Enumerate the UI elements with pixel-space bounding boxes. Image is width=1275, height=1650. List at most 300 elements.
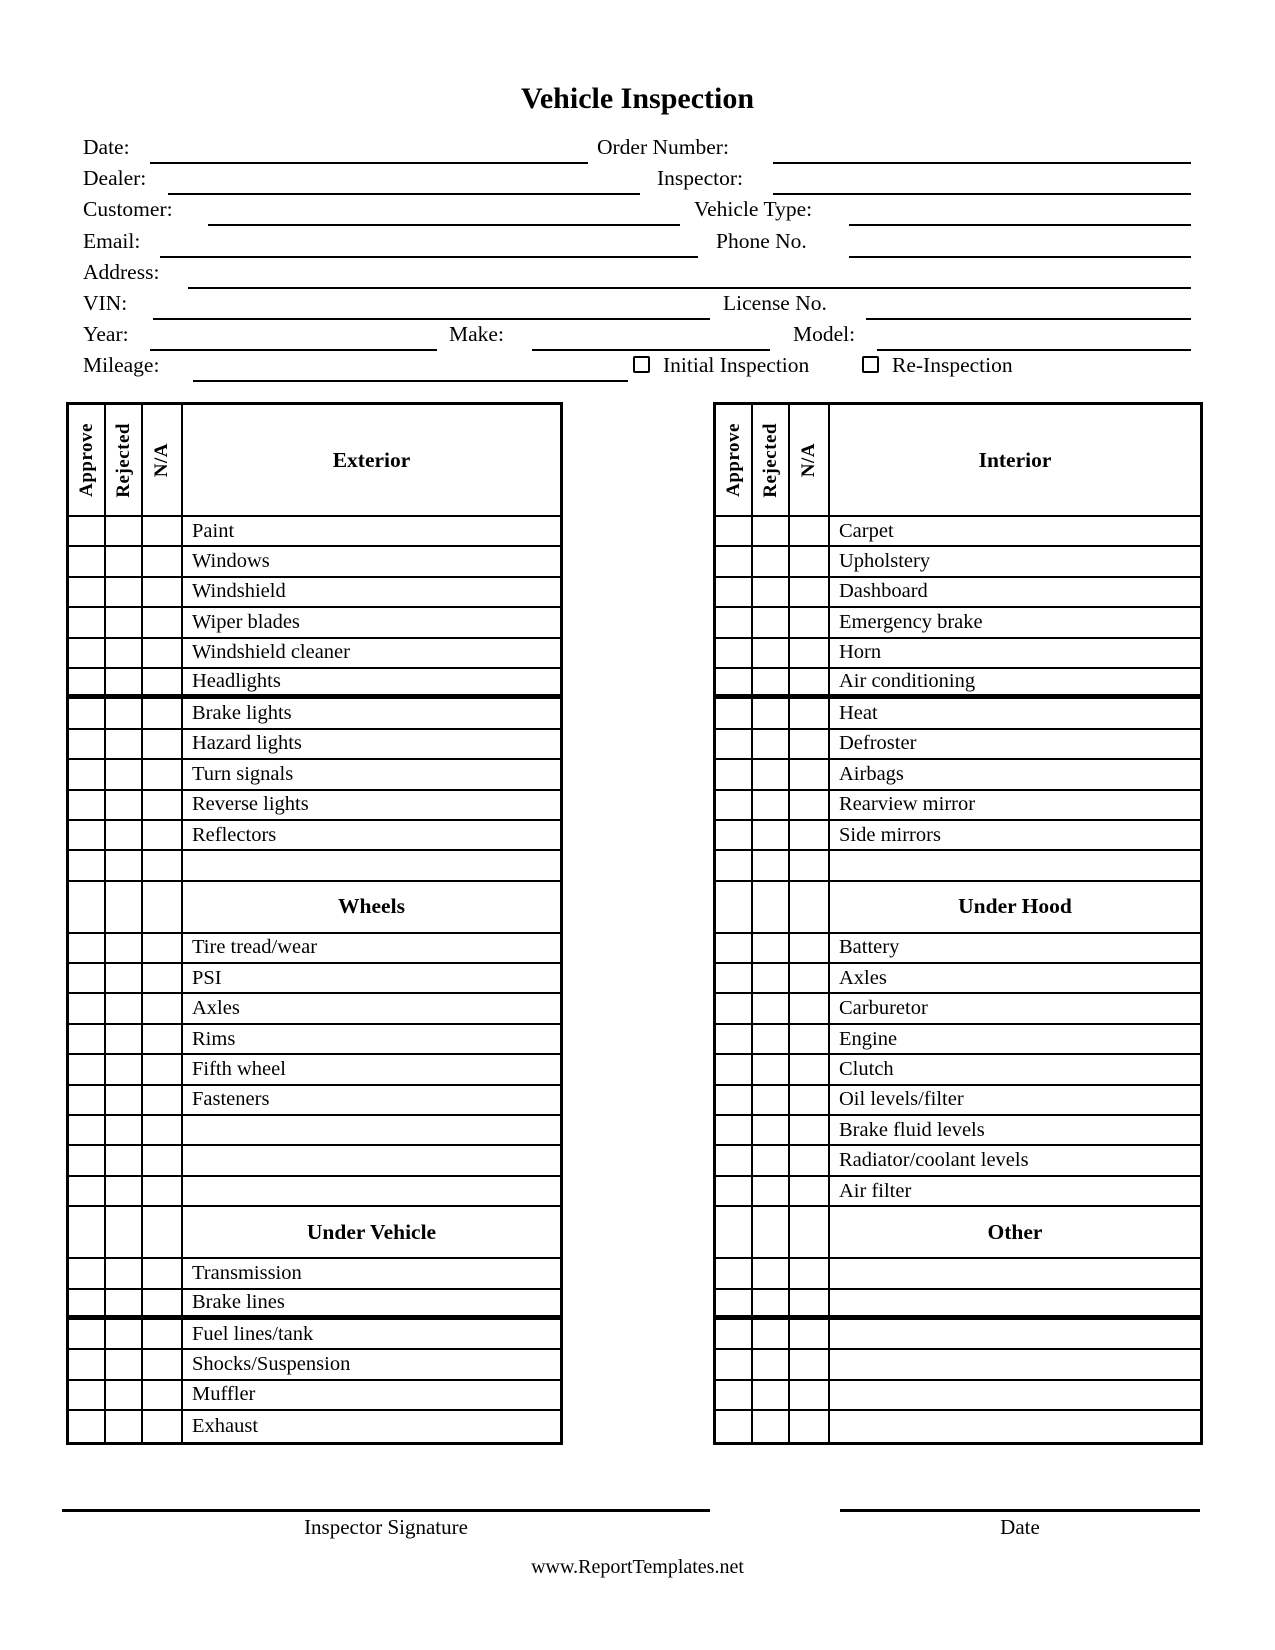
- column-header-label: Approve: [75, 423, 97, 497]
- na-checkbox-cell[interactable]: [143, 578, 183, 606]
- approve-checkbox-cell[interactable]: [716, 517, 753, 545]
- section-header-label: Other: [987, 1219, 1043, 1244]
- approve-checkbox-cell[interactable]: [716, 1350, 753, 1378]
- empty-item-cell[interactable]: [830, 1350, 1200, 1378]
- approve-checkbox-cell[interactable]: [69, 1116, 106, 1144]
- license-label: License No.: [723, 291, 827, 315]
- vehicle-type-label: Vehicle Type:: [694, 197, 813, 221]
- rejected-checkbox-cell[interactable]: [106, 669, 143, 694]
- approve-checkbox-cell[interactable]: [716, 730, 753, 758]
- checklist-row: [716, 994, 1200, 1024]
- rejected-checkbox-cell[interactable]: [106, 934, 143, 962]
- rejected-checkbox-cell[interactable]: [753, 934, 790, 962]
- checklist-row: [69, 964, 560, 994]
- approve-checkbox-cell[interactable]: [69, 994, 106, 1022]
- rejected-checkbox-cell[interactable]: [106, 1116, 143, 1144]
- rejected-checkbox-cell[interactable]: [106, 791, 143, 819]
- checklist-row: [716, 578, 1200, 608]
- rejected-checkbox-cell[interactable]: [753, 578, 790, 606]
- na-checkbox-cell[interactable]: [143, 1146, 183, 1174]
- checklist-row: [69, 669, 560, 699]
- rejected-checkbox-cell[interactable]: [753, 699, 790, 727]
- na-checkbox-cell[interactable]: [143, 1116, 183, 1144]
- rejected-checkbox-cell[interactable]: [753, 994, 790, 1022]
- na-checkbox-cell[interactable]: [790, 608, 830, 636]
- table-header-row: [716, 405, 1200, 517]
- checklist-item-label: PSI: [192, 966, 222, 989]
- approve-checkbox-cell[interactable]: [716, 791, 753, 819]
- inspector-signature-line[interactable]: [62, 1509, 710, 1512]
- checklist-item-label: Radiator/coolant levels: [839, 1149, 1029, 1172]
- checklist-item-label: Shocks/Suspension: [192, 1353, 351, 1376]
- approve-checkbox-cell[interactable]: [69, 1411, 106, 1441]
- approve-checkbox-cell[interactable]: [716, 851, 753, 879]
- na-checkbox-cell[interactable]: [790, 760, 830, 788]
- na-checkbox-cell[interactable]: [790, 934, 830, 962]
- checklist-item-label: Exhaust: [192, 1414, 259, 1437]
- empty-item-cell[interactable]: [830, 1290, 1200, 1315]
- rejected-checkbox-cell: [753, 882, 790, 932]
- checklist-row: [69, 1350, 560, 1380]
- approve-checkbox-cell[interactable]: [716, 1086, 753, 1114]
- na-checkbox-cell[interactable]: [790, 994, 830, 1022]
- date-signature-label: Date: [1000, 1515, 1040, 1539]
- checklist-item-label: Engine: [839, 1027, 898, 1050]
- address-input-line[interactable]: [188, 258, 1191, 289]
- checklist-row: [69, 1055, 560, 1085]
- checklist-row: [716, 791, 1200, 821]
- re-inspection-checkbox-icon[interactable]: [862, 356, 879, 373]
- approve-checkbox-cell[interactable]: [716, 994, 753, 1022]
- na-checkbox-cell[interactable]: [790, 1055, 830, 1083]
- checklist-row: [69, 1411, 560, 1441]
- column-header-label: N/A: [151, 442, 172, 478]
- empty-item-cell[interactable]: [183, 1177, 560, 1205]
- customer-input-line[interactable]: [208, 195, 680, 226]
- checklist-row: [716, 699, 1200, 729]
- na-checkbox-cell[interactable]: [143, 608, 183, 636]
- na-checkbox-cell[interactable]: [790, 1259, 830, 1287]
- rejected-checkbox-cell[interactable]: [106, 730, 143, 758]
- approve-checkbox-cell[interactable]: [716, 1146, 753, 1174]
- na-checkbox-cell[interactable]: [143, 791, 183, 819]
- na-checkbox-cell[interactable]: [790, 1350, 830, 1378]
- approve-checkbox-cell[interactable]: [716, 547, 753, 575]
- checklist-row: [716, 608, 1200, 638]
- empty-item-cell[interactable]: [183, 1116, 560, 1144]
- vin-input-line[interactable]: [153, 289, 710, 320]
- approve-checkbox-cell[interactable]: [69, 1381, 106, 1409]
- rejected-checkbox-cell[interactable]: [753, 760, 790, 788]
- checklist-row: [716, 1025, 1200, 1055]
- approve-checkbox-cell[interactable]: [716, 1411, 753, 1441]
- checklist-item-label: Heat: [839, 702, 878, 725]
- checklist-row: [69, 791, 560, 821]
- column-header-label: Rejected: [112, 422, 134, 498]
- na-checkbox-cell[interactable]: [143, 547, 183, 575]
- rejected-checkbox-cell[interactable]: [106, 964, 143, 992]
- rejected-checkbox-cell[interactable]: [753, 608, 790, 636]
- na-checkbox-cell[interactable]: [790, 578, 830, 606]
- column-header-rejected: [753, 405, 790, 515]
- rejected-checkbox-cell[interactable]: [753, 791, 790, 819]
- empty-item-cell[interactable]: [183, 1146, 560, 1174]
- approve-checkbox-cell[interactable]: [69, 760, 106, 788]
- checklist-row: [716, 1055, 1200, 1085]
- na-checkbox-cell: [143, 1207, 183, 1257]
- checklist-row: [716, 639, 1200, 669]
- rejected-checkbox-cell[interactable]: [106, 517, 143, 545]
- approve-checkbox-cell[interactable]: [69, 608, 106, 636]
- na-checkbox-cell[interactable]: [143, 821, 183, 849]
- vin-label: VIN:: [83, 291, 128, 315]
- rejected-checkbox-cell[interactable]: [753, 1290, 790, 1315]
- checklist-row: [716, 547, 1200, 577]
- approve-checkbox-cell[interactable]: [69, 1146, 106, 1174]
- na-checkbox-cell[interactable]: [790, 1025, 830, 1053]
- approve-checkbox-cell: [69, 882, 106, 932]
- na-checkbox-cell[interactable]: [143, 1290, 183, 1315]
- approve-checkbox-cell[interactable]: [716, 1259, 753, 1287]
- dealer-input-line[interactable]: [168, 164, 640, 195]
- checklist-item-label: Fasteners: [192, 1088, 270, 1111]
- rejected-checkbox-cell[interactable]: [106, 1290, 143, 1315]
- inspector-input-line[interactable]: [773, 164, 1191, 195]
- na-checkbox-cell[interactable]: [790, 851, 830, 879]
- rejected-checkbox-cell[interactable]: [753, 1350, 790, 1378]
- na-checkbox-cell[interactable]: [790, 1146, 830, 1174]
- mileage-input-line[interactable]: [193, 351, 628, 382]
- checklist-item-label: Carpet: [839, 519, 894, 542]
- checklist-row: [69, 1146, 560, 1176]
- checklist-item-label: Reflectors: [192, 823, 277, 846]
- interior-checklist-table: [713, 402, 1203, 1445]
- checklist-row: [716, 760, 1200, 790]
- rejected-checkbox-cell[interactable]: [753, 639, 790, 667]
- section-header-row: [69, 1207, 560, 1259]
- checklist-row: [69, 1259, 560, 1289]
- checklist-item-label: Emergency brake: [839, 610, 983, 633]
- website-url: www.ReportTemplates.net: [531, 1556, 744, 1578]
- checklist-row: [69, 1025, 560, 1055]
- rejected-checkbox-cell[interactable]: [753, 1177, 790, 1205]
- approve-checkbox-cell[interactable]: [69, 851, 106, 879]
- na-checkbox-cell[interactable]: [143, 669, 183, 694]
- rejected-checkbox-cell[interactable]: [753, 517, 790, 545]
- checklist-item-label: Wiper blades: [192, 610, 300, 633]
- approve-checkbox-cell[interactable]: [716, 1116, 753, 1144]
- approve-checkbox-cell[interactable]: [69, 1086, 106, 1114]
- inspector-label: Inspector:: [657, 166, 743, 190]
- approve-checkbox-cell[interactable]: [69, 578, 106, 606]
- na-checkbox-cell[interactable]: [790, 1290, 830, 1315]
- na-checkbox-cell[interactable]: [790, 1116, 830, 1144]
- column-header-approve: [69, 405, 106, 515]
- na-checkbox-cell[interactable]: [143, 934, 183, 962]
- rejected-checkbox-cell[interactable]: [753, 547, 790, 575]
- approve-checkbox-cell[interactable]: [716, 821, 753, 849]
- approve-checkbox-cell[interactable]: [69, 791, 106, 819]
- approve-checkbox-cell[interactable]: [69, 517, 106, 545]
- na-checkbox-cell[interactable]: [143, 1055, 183, 1083]
- checklist-item-label: Upholstery: [839, 550, 931, 573]
- approve-checkbox-cell[interactable]: [716, 578, 753, 606]
- checklist-item-label: Battery: [839, 936, 900, 959]
- rejected-checkbox-cell[interactable]: [106, 1177, 143, 1205]
- checklist-row: [69, 821, 560, 851]
- rejected-checkbox-cell[interactable]: [753, 1259, 790, 1287]
- na-checkbox-cell[interactable]: [143, 1177, 183, 1205]
- checklist-item-label: Oil levels/filter: [839, 1088, 964, 1111]
- rejected-checkbox-cell[interactable]: [106, 578, 143, 606]
- rejected-checkbox-cell[interactable]: [106, 1055, 143, 1083]
- phone-input-line[interactable]: [849, 227, 1191, 258]
- na-checkbox-cell[interactable]: [143, 639, 183, 667]
- rejected-checkbox-cell[interactable]: [106, 821, 143, 849]
- checklist-item-label: Transmission: [192, 1261, 302, 1284]
- approve-checkbox-cell[interactable]: [716, 639, 753, 667]
- checklist-row: [716, 851, 1200, 881]
- checklist-row: [716, 1290, 1200, 1320]
- checklist-item-label: Air filter: [839, 1179, 912, 1202]
- approve-checkbox-cell[interactable]: [716, 1025, 753, 1053]
- checklist-item-label: Hazard lights: [192, 732, 302, 755]
- date-signature-line[interactable]: [840, 1509, 1200, 1512]
- checklist-item-label: Carburetor: [839, 997, 928, 1020]
- rejected-checkbox-cell[interactable]: [753, 1146, 790, 1174]
- empty-item-cell[interactable]: [830, 1320, 1200, 1348]
- vehicle-type-input-line[interactable]: [849, 195, 1191, 226]
- checklist-row: [716, 730, 1200, 760]
- rejected-checkbox-cell[interactable]: [106, 639, 143, 667]
- na-checkbox-cell[interactable]: [790, 639, 830, 667]
- checklist-row: [716, 1116, 1200, 1146]
- rejected-checkbox-cell[interactable]: [106, 851, 143, 879]
- checklist-row: [716, 1259, 1200, 1289]
- rejected-checkbox-cell[interactable]: [753, 1411, 790, 1441]
- empty-item-cell[interactable]: [830, 1411, 1200, 1441]
- approve-checkbox-cell[interactable]: [716, 608, 753, 636]
- approve-checkbox-cell[interactable]: [69, 821, 106, 849]
- rejected-checkbox-cell: [106, 1207, 143, 1257]
- year-input-line[interactable]: [150, 320, 437, 351]
- checklist-row: [716, 1381, 1200, 1411]
- checklist-row: [69, 547, 560, 577]
- checklist-row: [69, 730, 560, 760]
- approve-checkbox-cell[interactable]: [69, 730, 106, 758]
- model-label: Model:: [793, 322, 856, 346]
- checklist-row: [69, 1290, 560, 1320]
- phone-label: Phone No.: [716, 229, 807, 253]
- rejected-checkbox-cell[interactable]: [106, 1025, 143, 1053]
- checklist-row: [716, 517, 1200, 547]
- approve-checkbox-cell[interactable]: [69, 1055, 106, 1083]
- approve-checkbox-cell[interactable]: [69, 1259, 106, 1287]
- column-header-label: N/A: [798, 442, 819, 478]
- checklist-item-label: Paint: [192, 519, 235, 542]
- checklist-item-label: Tire tread/wear: [192, 936, 318, 959]
- na-checkbox-cell[interactable]: [790, 821, 830, 849]
- column-header-approve: [716, 405, 753, 515]
- na-checkbox-cell[interactable]: [790, 517, 830, 545]
- approve-checkbox-cell[interactable]: [69, 547, 106, 575]
- na-checkbox-cell[interactable]: [790, 669, 830, 694]
- checklist-item-label: Axles: [192, 997, 240, 1020]
- table-title: Interior: [978, 447, 1052, 472]
- checklist-row: [69, 994, 560, 1024]
- checklist-row: [716, 1320, 1200, 1350]
- approve-checkbox-cell[interactable]: [716, 669, 753, 694]
- re-inspection-label: Re-Inspection: [892, 353, 1013, 377]
- initial-inspection-checkbox-icon[interactable]: [633, 356, 650, 373]
- rejected-checkbox-cell[interactable]: [106, 1259, 143, 1287]
- section-header-label: Under Vehicle: [306, 1219, 437, 1244]
- na-checkbox-cell[interactable]: [143, 730, 183, 758]
- na-checkbox-cell[interactable]: [790, 1320, 830, 1348]
- rejected-checkbox-cell[interactable]: [753, 1381, 790, 1409]
- na-checkbox-cell[interactable]: [143, 1320, 183, 1348]
- year-label: Year:: [83, 322, 129, 346]
- checklist-row: [716, 1177, 1200, 1207]
- approve-checkbox-cell[interactable]: [716, 699, 753, 727]
- rejected-checkbox-cell[interactable]: [753, 730, 790, 758]
- rejected-checkbox-cell[interactable]: [106, 1350, 143, 1378]
- initial-inspection-label: Initial Inspection: [663, 353, 810, 377]
- checklist-row: [69, 851, 560, 881]
- approve-checkbox-cell[interactable]: [69, 1177, 106, 1205]
- rejected-checkbox-cell[interactable]: [753, 1025, 790, 1053]
- checklist-item-label: Clutch: [839, 1057, 894, 1080]
- na-checkbox-cell[interactable]: [143, 964, 183, 992]
- approve-checkbox-cell[interactable]: [716, 1381, 753, 1409]
- rejected-checkbox-cell[interactable]: [753, 1116, 790, 1144]
- approve-checkbox-cell[interactable]: [69, 1025, 106, 1053]
- approve-checkbox-cell: [716, 1207, 753, 1257]
- rejected-checkbox-cell[interactable]: [753, 964, 790, 992]
- page-title: Vehicle Inspection: [520, 82, 755, 115]
- approve-checkbox-cell[interactable]: [69, 1350, 106, 1378]
- na-checkbox-cell[interactable]: [143, 1025, 183, 1053]
- na-checkbox-cell[interactable]: [790, 547, 830, 575]
- order-number-input-line[interactable]: [773, 133, 1191, 164]
- na-checkbox-cell[interactable]: [790, 1411, 830, 1441]
- checklist-item-label: Axles: [839, 966, 887, 989]
- na-checkbox-cell[interactable]: [790, 730, 830, 758]
- model-input-line[interactable]: [877, 320, 1191, 351]
- rejected-checkbox-cell[interactable]: [106, 1086, 143, 1114]
- approve-checkbox-cell[interactable]: [716, 1177, 753, 1205]
- approve-checkbox-cell[interactable]: [716, 1320, 753, 1348]
- na-checkbox-cell[interactable]: [790, 791, 830, 819]
- na-checkbox-cell[interactable]: [790, 699, 830, 727]
- rejected-checkbox-cell[interactable]: [753, 669, 790, 694]
- approve-checkbox-cell[interactable]: [69, 1290, 106, 1315]
- na-checkbox-cell[interactable]: [143, 851, 183, 879]
- rejected-checkbox-cell[interactable]: [753, 851, 790, 879]
- empty-item-cell[interactable]: [830, 851, 1200, 879]
- approve-checkbox-cell[interactable]: [716, 934, 753, 962]
- empty-item-cell[interactable]: [830, 1381, 1200, 1409]
- date-input-line[interactable]: [150, 133, 588, 164]
- checklist-row: [716, 821, 1200, 851]
- section-header-label: Under Hood: [958, 894, 1072, 919]
- na-checkbox-cell[interactable]: [790, 1381, 830, 1409]
- rejected-checkbox-cell[interactable]: [753, 821, 790, 849]
- checklist-item-label: Brake lines: [192, 1290, 285, 1313]
- rejected-checkbox-cell[interactable]: [106, 1146, 143, 1174]
- approve-checkbox-cell[interactable]: [69, 669, 106, 694]
- rejected-checkbox-cell[interactable]: [106, 1320, 143, 1348]
- checklist-row: [69, 639, 560, 669]
- checklist-item-label: Windshield cleaner: [192, 641, 350, 664]
- na-checkbox-cell[interactable]: [143, 1411, 183, 1441]
- rejected-checkbox-cell[interactable]: [753, 1086, 790, 1114]
- checklist-item-label: Airbags: [839, 762, 904, 785]
- email-label: Email:: [83, 229, 141, 253]
- na-checkbox-cell[interactable]: [790, 1086, 830, 1114]
- na-checkbox-cell[interactable]: [143, 1350, 183, 1378]
- na-checkbox-cell[interactable]: [143, 699, 183, 727]
- na-checkbox-cell[interactable]: [790, 1177, 830, 1205]
- empty-item-cell[interactable]: [183, 851, 560, 879]
- checklist-row: [716, 964, 1200, 994]
- checklist-row: [716, 1146, 1200, 1176]
- checklist-item-label: Horn: [839, 641, 882, 664]
- approve-checkbox-cell[interactable]: [69, 699, 106, 727]
- approve-checkbox-cell[interactable]: [716, 1290, 753, 1315]
- na-checkbox-cell[interactable]: [143, 1381, 183, 1409]
- column-header-rejected: [106, 405, 143, 515]
- na-checkbox-cell[interactable]: [143, 994, 183, 1022]
- rejected-checkbox-cell[interactable]: [753, 1055, 790, 1083]
- dealer-label: Dealer:: [83, 166, 147, 190]
- checklist-item-label: Rearview mirror: [839, 793, 976, 816]
- approve-checkbox-cell[interactable]: [716, 1055, 753, 1083]
- section-header-row: [716, 1207, 1200, 1259]
- email-input-line[interactable]: [160, 227, 698, 258]
- rejected-checkbox-cell[interactable]: [106, 1411, 143, 1441]
- approve-checkbox-cell: [69, 1207, 106, 1257]
- checklist-row: [69, 1116, 560, 1146]
- na-checkbox-cell[interactable]: [143, 1086, 183, 1114]
- approve-checkbox-cell[interactable]: [716, 964, 753, 992]
- rejected-checkbox-cell[interactable]: [106, 547, 143, 575]
- approve-checkbox-cell[interactable]: [69, 639, 106, 667]
- checklist-item-label: Dashboard: [839, 580, 928, 603]
- rejected-checkbox-cell[interactable]: [106, 699, 143, 727]
- na-checkbox-cell[interactable]: [143, 517, 183, 545]
- rejected-checkbox-cell[interactable]: [106, 608, 143, 636]
- na-checkbox-cell[interactable]: [790, 964, 830, 992]
- rejected-checkbox-cell[interactable]: [753, 1320, 790, 1348]
- na-checkbox-cell[interactable]: [143, 1259, 183, 1287]
- checklist-row: [716, 1411, 1200, 1441]
- checklist-item-label: Muffler: [192, 1383, 256, 1406]
- na-checkbox-cell[interactable]: [143, 760, 183, 788]
- approve-checkbox-cell[interactable]: [69, 934, 106, 962]
- make-input-line[interactable]: [532, 320, 770, 351]
- approve-checkbox-cell[interactable]: [716, 760, 753, 788]
- rejected-checkbox-cell[interactable]: [106, 760, 143, 788]
- approve-checkbox-cell[interactable]: [69, 964, 106, 992]
- empty-item-cell[interactable]: [830, 1259, 1200, 1287]
- rejected-checkbox-cell[interactable]: [106, 1381, 143, 1409]
- exterior-checklist-table: [66, 402, 563, 1445]
- license-input-line[interactable]: [866, 289, 1191, 320]
- rejected-checkbox-cell[interactable]: [106, 994, 143, 1022]
- approve-checkbox-cell[interactable]: [69, 1320, 106, 1348]
- section-header-row: [716, 882, 1200, 934]
